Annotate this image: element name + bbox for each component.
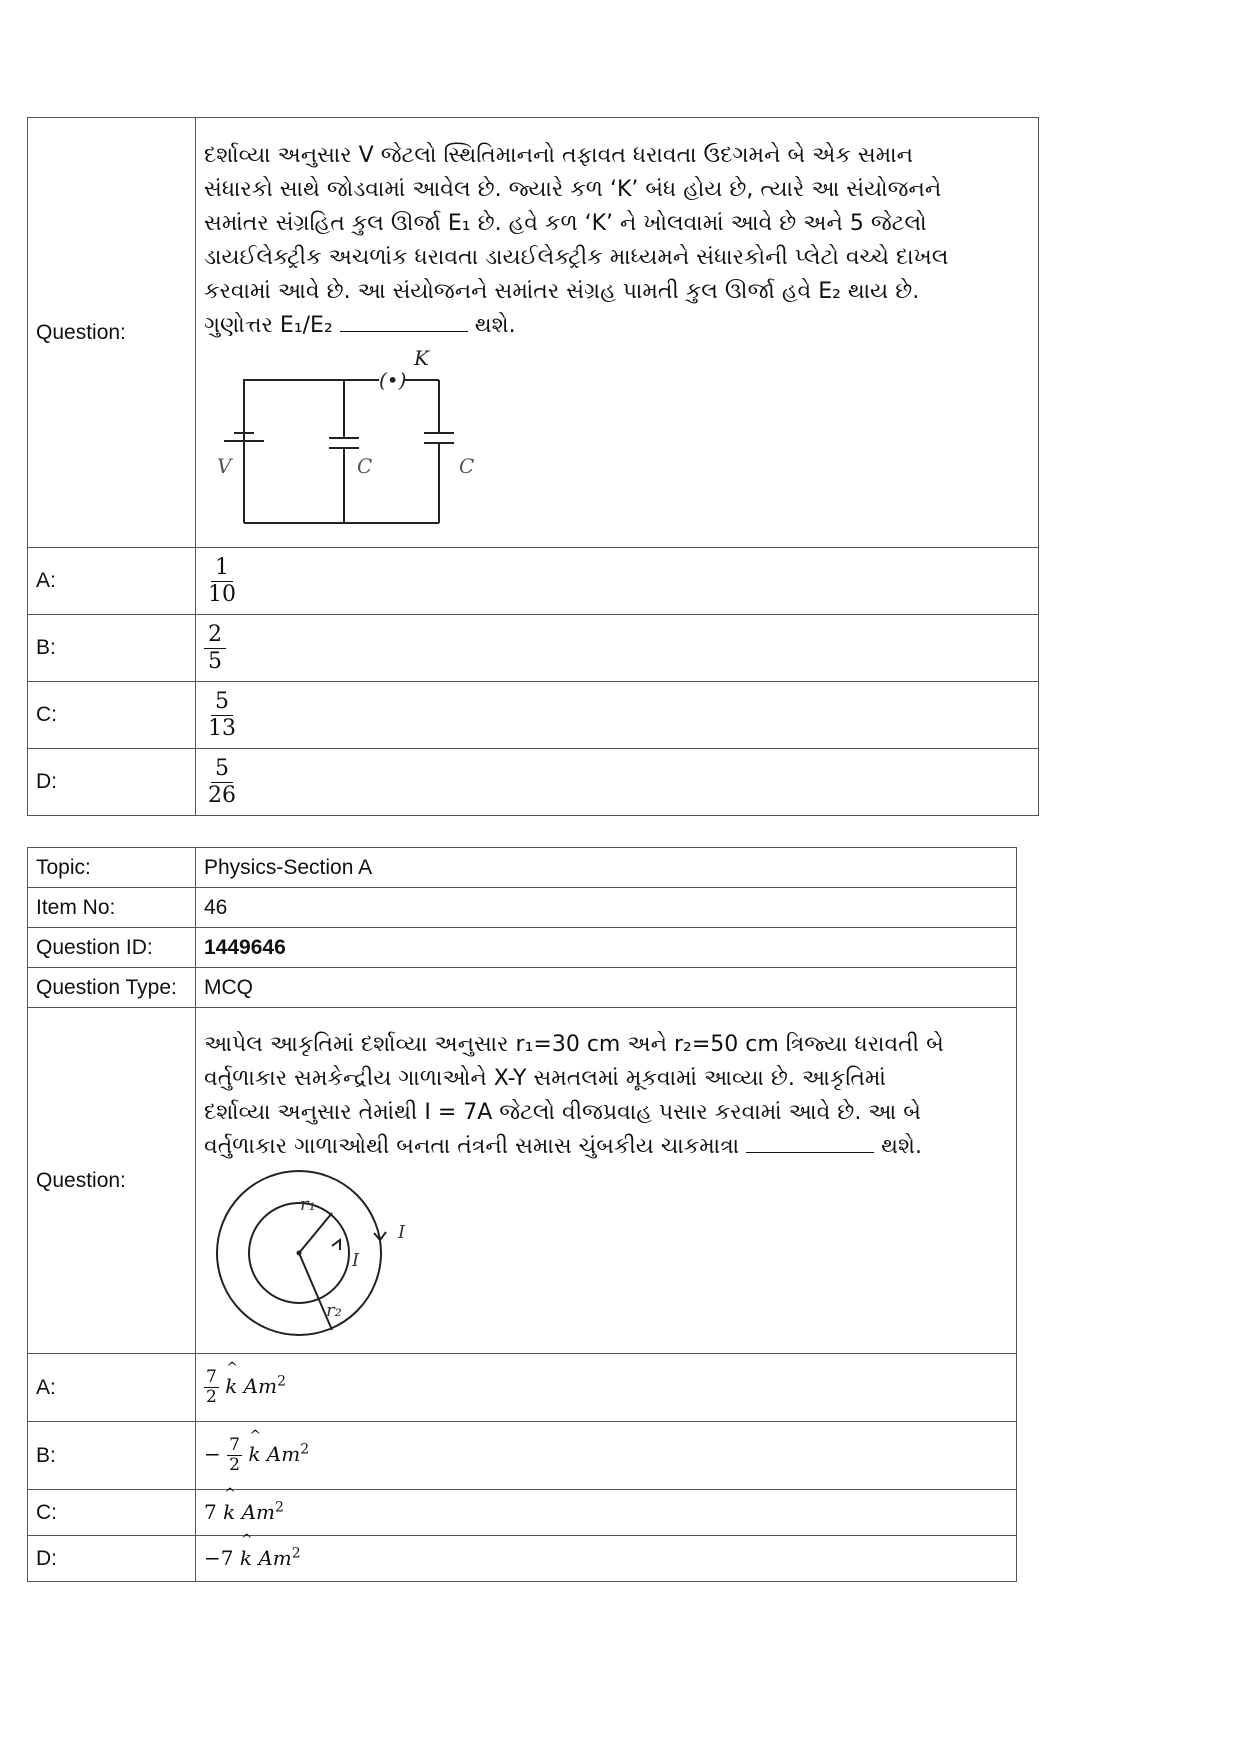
concentric-loops-diagram — [204, 1168, 444, 1338]
unit-vector-k: ^ k — [225, 1374, 237, 1398]
option-label: D: — [28, 1536, 196, 1582]
numerator: 7 — [206, 1367, 217, 1387]
option-label: A: — [28, 1354, 196, 1422]
exponent: 2 — [277, 1373, 287, 1390]
meta-label: Item No: — [28, 888, 196, 928]
option-row — [28, 682, 1039, 749]
current-label-outer: I — [398, 1221, 406, 1243]
numerator: 1 — [211, 555, 233, 582]
question-line: સંધારકો સાથે જોડવામાં આવેલ છે. જ્યારે કળ ‘K’ બંધ હોય છે, ત્યારે આ સંયોજનને — [204, 177, 942, 202]
option-value — [196, 548, 1039, 615]
option-value — [196, 1536, 1017, 1582]
question-line: ડાયઈલેક્ટ્રીક અચળાંક ધરાવતા ડાયઈલેક્ટ્રીક માધ્યમને સંધારકોની પ્લેટો વચ્ચે દાખલ — [204, 245, 949, 270]
moment-expression — [204, 1367, 287, 1407]
denominator: 2 — [229, 1455, 240, 1475]
fraction — [204, 689, 240, 742]
unit: Am — [241, 1500, 275, 1525]
denominator: 10 — [208, 581, 236, 607]
question-label: Question: — [28, 118, 196, 548]
question-line: સમાંતર સંગ્રહિત કુલ ઊર્જા E₁ છે. હવે કળ ‘K’ ને ખોલવામાં આવે છે અને 5 જેટલો — [204, 211, 927, 236]
question-content — [196, 1008, 1017, 1354]
option-value — [196, 1490, 1017, 1536]
meta-row — [28, 848, 1017, 888]
question-line — [204, 1130, 1008, 1164]
unit: Am — [243, 1374, 278, 1398]
ratio-prefix: ગુણોત્તર E₁/E₂ — [204, 313, 333, 338]
question-table-2 — [27, 847, 1017, 1582]
option-row — [28, 1490, 1017, 1536]
moment-expression — [204, 1500, 284, 1524]
question-type-value: MCQ — [196, 968, 1017, 1008]
radius-label-2: r₂ — [326, 1299, 342, 1321]
answer-blank — [746, 1132, 874, 1153]
option-row — [28, 1536, 1017, 1582]
radius-label-1: r₁ — [300, 1193, 316, 1215]
numerator: 2 — [204, 622, 226, 649]
option-row — [28, 749, 1039, 816]
question-table-1 — [27, 117, 1039, 816]
unit-vector-k: ^ k — [248, 1442, 260, 1466]
question-content — [196, 118, 1039, 548]
topic-value: Physics-Section A — [196, 848, 1017, 888]
fraction — [204, 622, 226, 675]
exponent: 2 — [291, 1545, 301, 1562]
meta-row — [28, 928, 1017, 968]
meta-label: Question Type: — [28, 968, 196, 1008]
denominator: 2 — [206, 1387, 217, 1407]
denominator: 26 — [208, 782, 236, 808]
question-line: આપેલ આકૃતિમાં દર્શાવ્યા અનુસાર r₁=30 cm અને r₂=50 cm ત્રિજ્યા ધરાવતી બે — [204, 1031, 944, 1057]
question-line: દર્શાવ્યા અનુસાર V જેટલો સ્થિતિમાનનો તફાવત ધરાવતા ઉદગમને બે એક સમાન — [204, 143, 913, 168]
capacitor-label-1: C — [357, 454, 373, 478]
option-row — [28, 1422, 1017, 1490]
question-line — [204, 309, 1030, 343]
numerator: 7 — [229, 1435, 240, 1455]
question-text — [204, 1024, 1008, 1164]
capacitor-label-2: C — [459, 454, 475, 478]
meta-label: Question ID: — [28, 928, 196, 968]
option-row — [28, 548, 1039, 615]
exponent: 2 — [300, 1441, 310, 1458]
key-symbol: (•) — [379, 368, 407, 392]
option-label: B: — [28, 615, 196, 682]
question-row — [28, 118, 1039, 548]
option-value — [196, 682, 1039, 749]
fraction — [204, 1368, 219, 1407]
denominator: 5 — [208, 648, 222, 674]
current-label-inner: I — [352, 1249, 360, 1271]
question-line: દર્શાવ્યા અનુસાર તેમાંથી I = 7A જેટલો વીજપ્રવાહ પસાર કરવામાં આવે છે. આ બે — [204, 1099, 921, 1125]
sign: − — [204, 1442, 221, 1466]
option-value — [196, 615, 1039, 682]
item-no-value: 46 — [196, 888, 1017, 928]
unit-vector-k: ^ k — [240, 1546, 252, 1570]
last-line-suffix: થશે. — [881, 1133, 922, 1159]
option-label: D: — [28, 749, 196, 816]
question-text — [204, 135, 1030, 343]
option-label: A: — [28, 548, 196, 615]
numerator: 5 — [211, 689, 233, 716]
denominator: 13 — [208, 715, 236, 741]
option-label: C: — [28, 1490, 196, 1536]
option-value — [196, 1354, 1017, 1422]
numerator: 5 — [211, 756, 233, 783]
answer-blank — [340, 311, 468, 332]
question-line: વર્તુળાકાર સમકેન્દ્રીય ગાળાઓને X-Y સમતલમાં મૂકવામાં આવ્યા છે. આકૃતિમાં — [204, 1065, 886, 1091]
exponent: 2 — [275, 1499, 284, 1516]
question-id-value: 1449646 — [196, 928, 1017, 968]
option-label: B: — [28, 1422, 196, 1490]
unit: Am — [266, 1442, 301, 1466]
moment-expression — [204, 1546, 301, 1570]
circuit-diagram — [204, 345, 524, 530]
option-row — [28, 615, 1039, 682]
option-value — [196, 749, 1039, 816]
question-line: કરવામાં આવે છે. આ સંયોજનને સમાંતર સંગ્રહ પામતી કુલ ઊર્જા હવે E₂ થાય છે. — [204, 279, 920, 304]
question-label: Question: — [28, 1008, 196, 1354]
key-label: K — [414, 346, 429, 370]
question-row — [28, 1008, 1017, 1354]
fraction — [204, 756, 240, 809]
coefficient: 7 — [204, 1500, 217, 1525]
meta-label: Topic: — [28, 848, 196, 888]
option-value — [196, 1422, 1017, 1490]
sign: − — [204, 1546, 221, 1571]
coefficient: 7 — [220, 1546, 234, 1571]
option-label: C: — [28, 682, 196, 749]
meta-row — [28, 888, 1017, 928]
unit-vector-k: ^ k — [223, 1500, 235, 1524]
fraction — [204, 555, 240, 608]
fraction — [227, 1436, 242, 1475]
moment-expression — [204, 1435, 310, 1475]
meta-row — [28, 968, 1017, 1008]
ratio-suffix: થશે. — [474, 313, 516, 338]
unit: Am — [258, 1546, 292, 1571]
option-row — [28, 1354, 1017, 1422]
voltage-label: V — [217, 454, 232, 478]
last-line-prefix: વર્તુળાકાર ગાળાઓથી બનતા તંત્રની સમાસ ચુંબકીય ચાકમાત્રા — [204, 1133, 740, 1159]
